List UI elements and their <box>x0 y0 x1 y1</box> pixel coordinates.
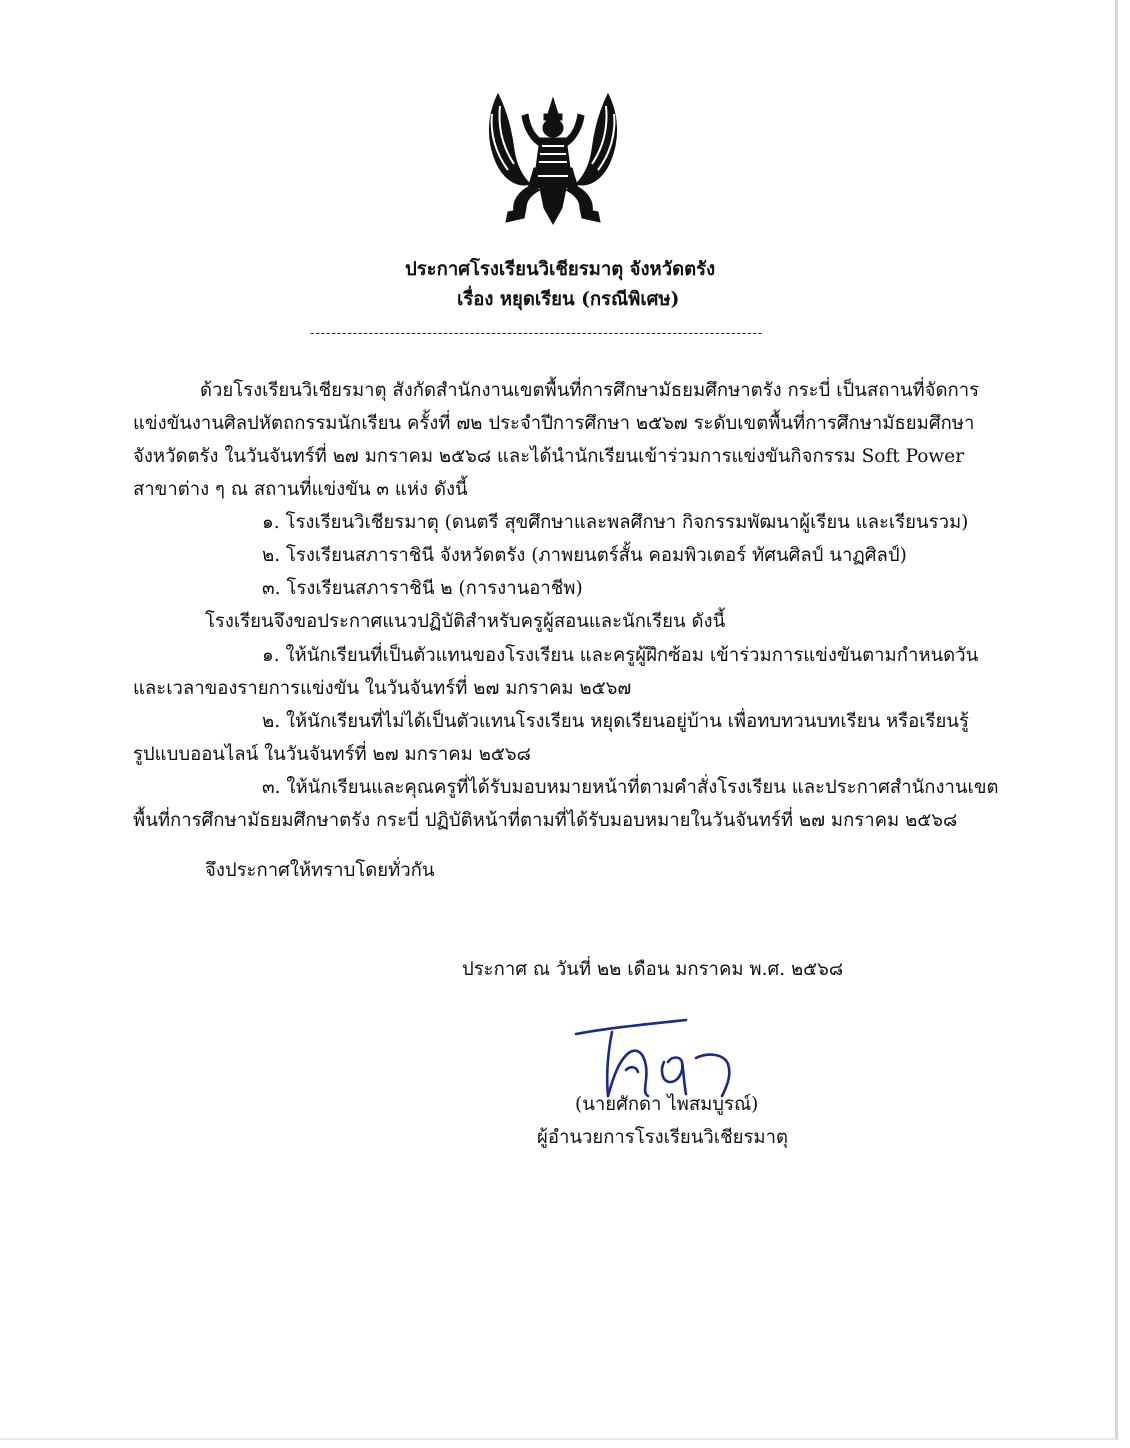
announcement-title: ประกาศโรงเรียนวิเชียรมาตุ จังหวัดตรัง <box>405 259 716 280</box>
guideline-2-line-2: รูปแบบออนไลน์ ในวันจันทร์ที่ ๒๗ มกราคม ๒๕๖๘ <box>133 744 531 765</box>
venue-item-3: ๓. โรงเรียนสภาราชินี ๒ (การงานอาชีพ) <box>262 578 583 599</box>
intro-line-2: แข่งขันงานศิลปหัตถกรรมนักเรียน ครั้งที่ ๗๒ ประจำปีการศึกษา ๒๕๖๗ ระดับเขตพื้นที่การศึกษามัธยมศึกษา <box>133 413 975 434</box>
intro-line-4: สาขาต่าง ๆ ณ สถานที่แข่งขัน ๓ แห่ง ดังนี้ <box>133 479 468 500</box>
guideline-2-line-1: ๒. ให้นักเรียนที่ไม่ได้เป็นตัวแทนโรงเรียน หยุดเรียนอยู่บ้าน เพื่อทบทวนบทเรียน หรือเรียนรู้ <box>262 711 969 732</box>
signer-position: ผู้อำนวยการโรงเรียนวิเชียรมาตุ <box>537 1127 789 1148</box>
signer-name: (นายศักดา ไพสมบูรณ์) <box>575 1094 759 1115</box>
guideline-3-line-2: พื้นที่การศึกษามัธยมศึกษาตรัง กระบี่ ปฏิบัติหน้าที่ตามที่ได้รับมอบหมายในวันจันทร์ที่ ๒๗ มกราคม ๒๕๖๘ <box>133 810 958 831</box>
venue-item-1: ๑. โรงเรียนวิเชียรมาตุ (ดนตรี สุขศึกษาและพลศึกษา กิจกรรมพัฒนาผู้เรียน และเรียนรวม) <box>262 512 969 533</box>
announcement-subject: เรื่อง หยุดเรียน (กรณีพิเศษ) <box>457 289 680 310</box>
announcement-date: ประกาศ ณ วันที่ ๒๒ เดือน มกราคม พ.ศ. ๒๕๖๘ <box>462 959 844 980</box>
guideline-1-line-1: ๑. ให้นักเรียนที่เป็นตัวแทนของโรงเรียน และครูผู้ฝึกซ้อม เข้าร่วมการแข่งขันตามกำหนดวัน <box>262 645 979 666</box>
title-divider: ------------------------------------------------------------------------------------- <box>310 325 764 341</box>
guideline-1-line-2: และเวลาของรายการแข่งขัน ในวันจันทร์ที่ ๒๗ มกราคม ๒๕๖๗ <box>133 678 632 699</box>
closing-statement: จึงประกาศให้ทราบโดยทั่วกัน <box>205 860 435 881</box>
guideline-3-line-1: ๓. ให้นักเรียนและคุณครูที่ได้รับมอบหมายหน้าที่ตามคำสั่งโรงเรียน และประกาศสำนักงานเขต <box>262 777 999 798</box>
intro-line-3: จังหวัดตรัง ในวันจันทร์ที่ ๒๗ มกราคม ๒๕๖๘ และได้นำนักเรียนเข้าร่วมการแข่งขันกิจกรรม Soft Power <box>133 446 965 467</box>
venue-item-2: ๒. โรงเรียนสภาราชินี จังหวัดตรัง (ภาพยนตร์สั้น คอมพิวเตอร์ ทัศนศิลป์ นาฏศิลป์) <box>262 545 907 566</box>
garuda-emblem-icon <box>478 84 628 234</box>
guideline-intro: โรงเรียนจึงขอประกาศแนวปฏิบัติสำหรับครูผู้สอนและนักเรียน ดังนี้ <box>205 611 726 632</box>
intro-line-1: ด้วยโรงเรียนวิเชียรมาตุ สังกัดสำนักงานเขตพื้นที่การศึกษามัธยมศึกษาตรัง กระบี่ เป็นสถานที่จัดการ <box>200 380 980 401</box>
